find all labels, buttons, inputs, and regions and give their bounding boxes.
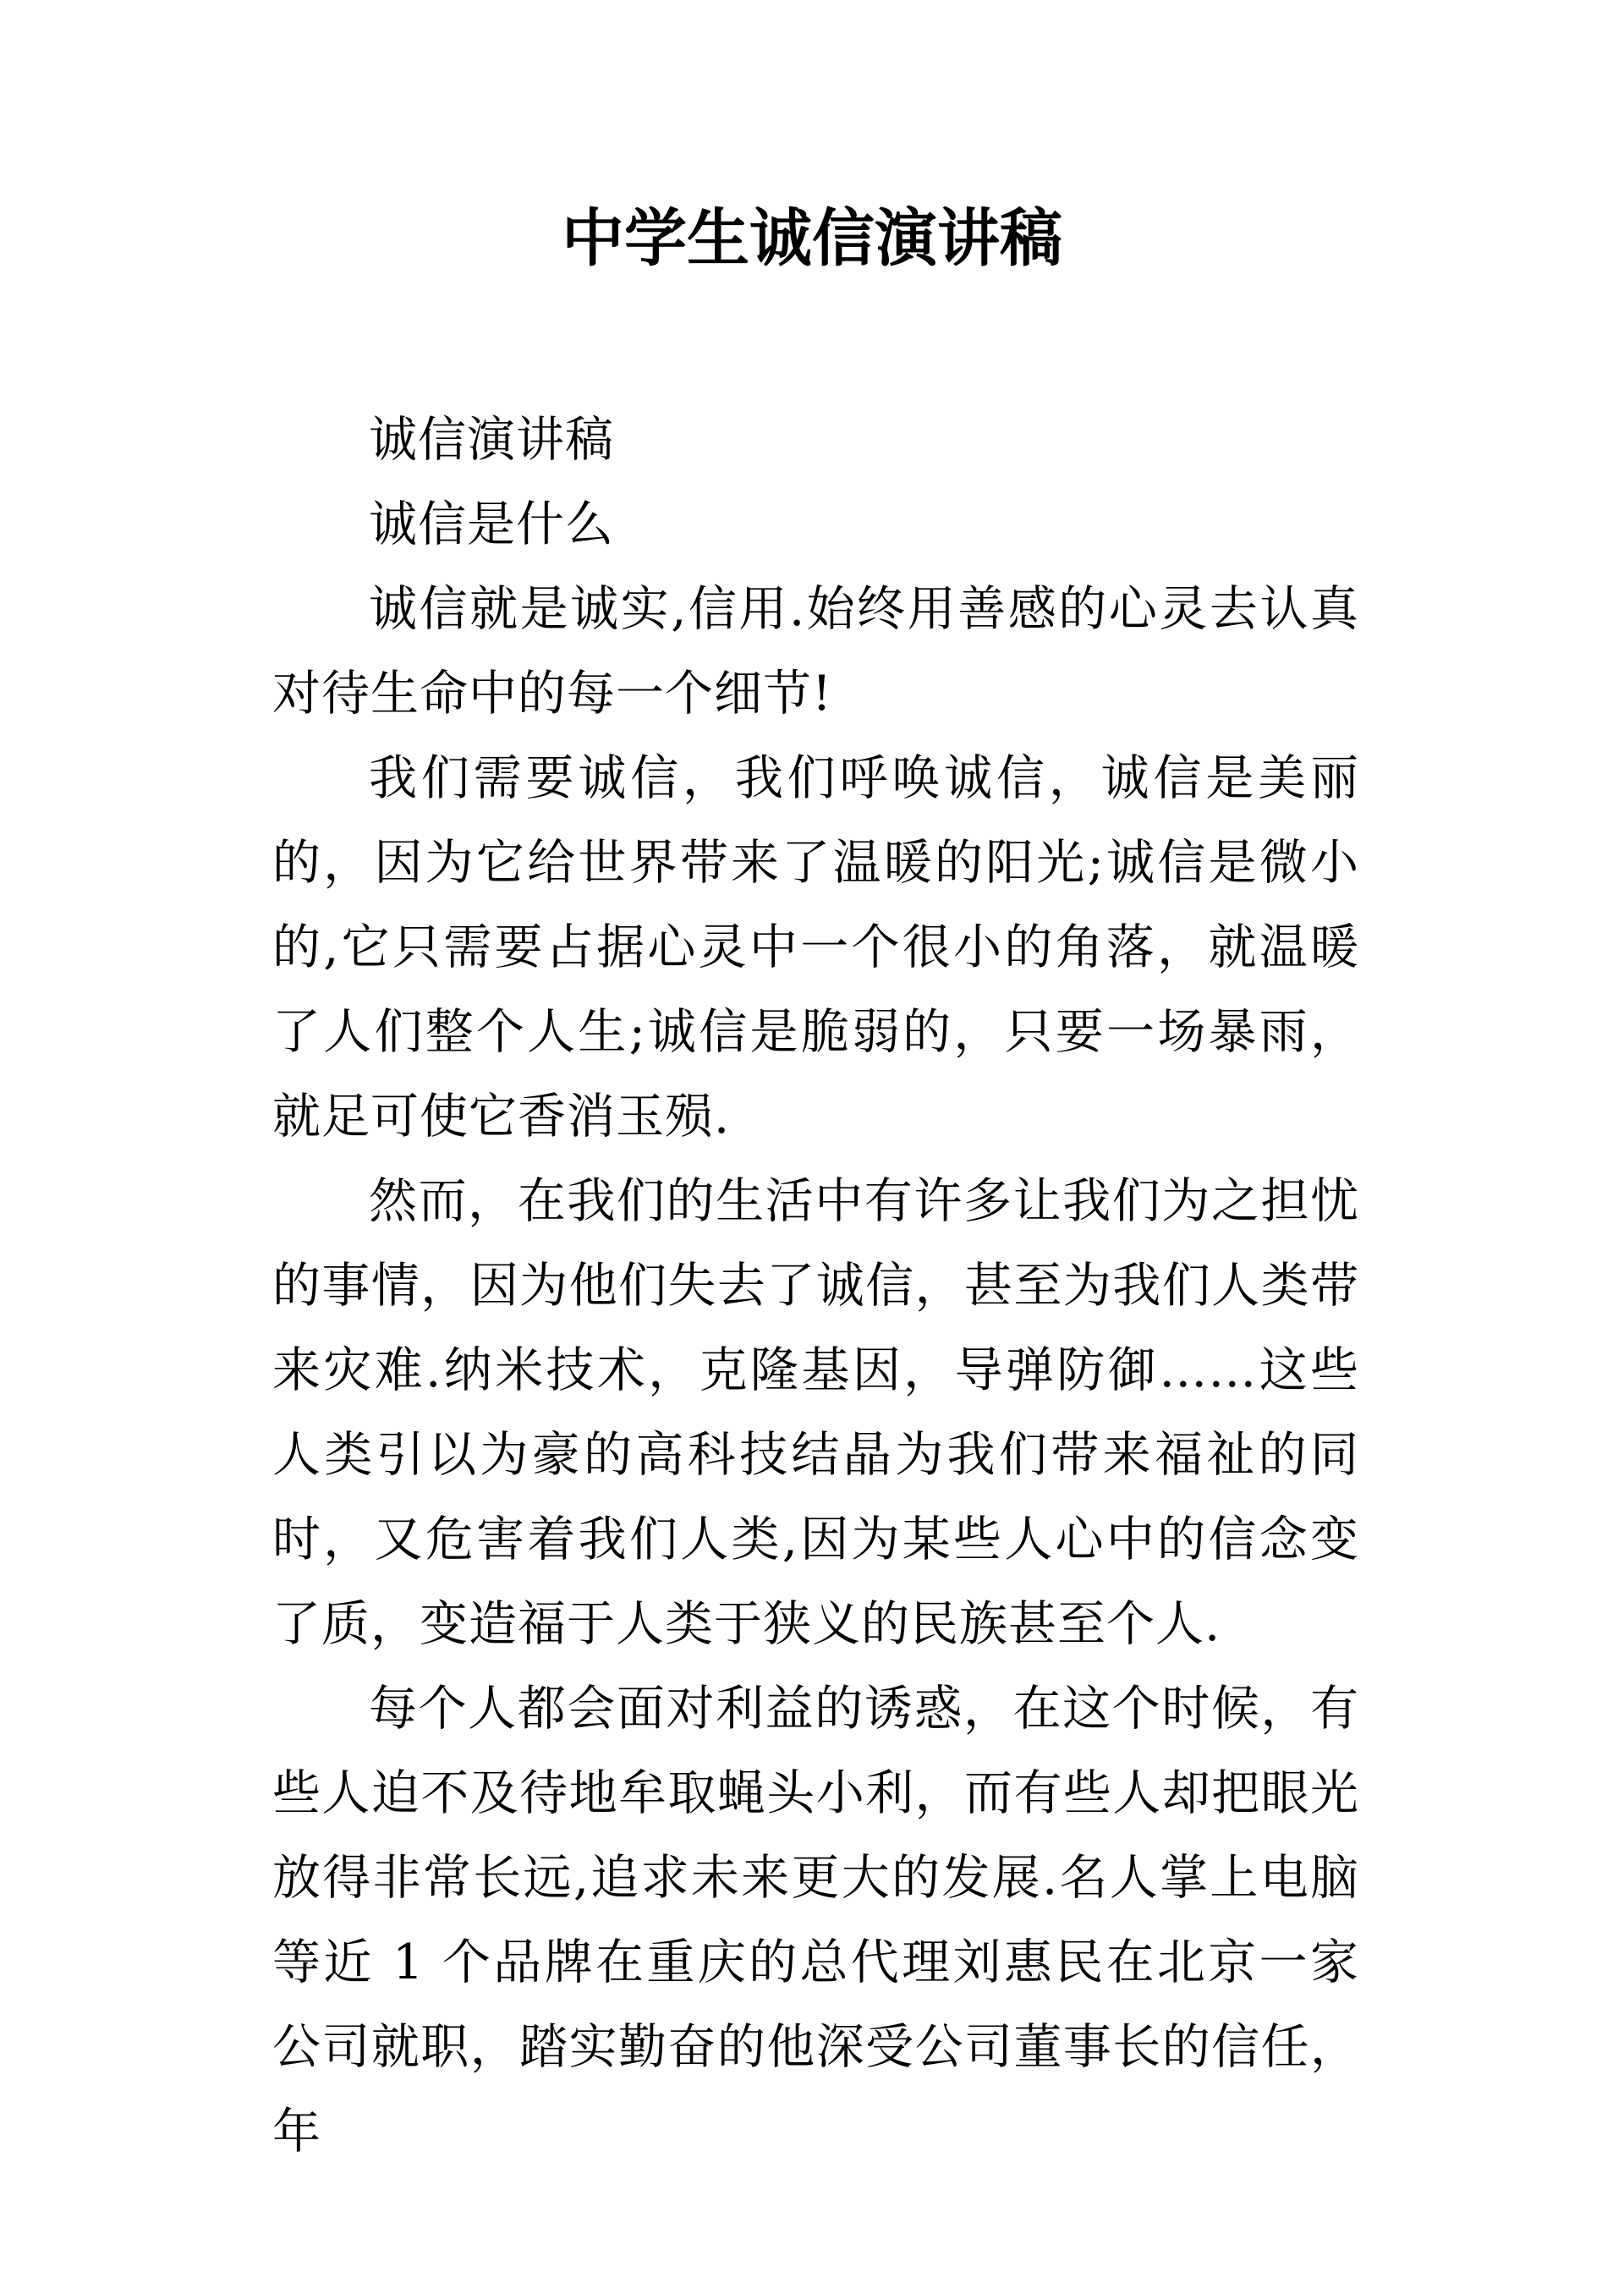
paragraph-heading: 诚信演讲稿 [369, 412, 614, 468]
paragraph-temptation: 每个人都会面对利益的诱惑，在这个时候，有些人迫不及待地牟取蝇头小利，而有些人却把眼光放得非常长远,追求未来更大的发展.名人掌上电脑等近 1 个品牌在重庆的总代理刘惠民在北京一家公司就职，踏实勤奋的他深受公司董事长的信任，年 [272, 1681, 1359, 2160]
paragraph-question: 诚信是什么 [369, 497, 614, 552]
paragraph-definition: 诚信就是诚实,信用.始终用善感的心灵去认真对待生命中的每一个细节! [272, 581, 1359, 722]
document-title: 中学生诚信演讲稿 [562, 202, 1062, 275]
paragraph-need-honesty: 我们需要诚信，我们呼唤诚信，诚信是美丽的，因为它给世界带来了温暖的阳光;诚信是微小的,它只需要占据心灵中一个很小的角落，就温暖了人们整个人生;诚信是脆弱的，只要一场暴雨，就足可使它香消玉殒. [272, 750, 1359, 1144]
paragraph-concerns: 然而，在我们的生活中有许多让我们为之担忧的事情，因为他们失去了诚信，甚至为我们人类带来灾难.纳米技术，克隆基因，导弹防御……这些人类引以为豪的高科技结晶为我们带来福祉的同时，又危害着我们人类,因为某些人心中的信念变了质，变造福于人类于狭义的民族甚至个人. [272, 1173, 1359, 1652]
document-body [272, 398, 1359, 2174]
